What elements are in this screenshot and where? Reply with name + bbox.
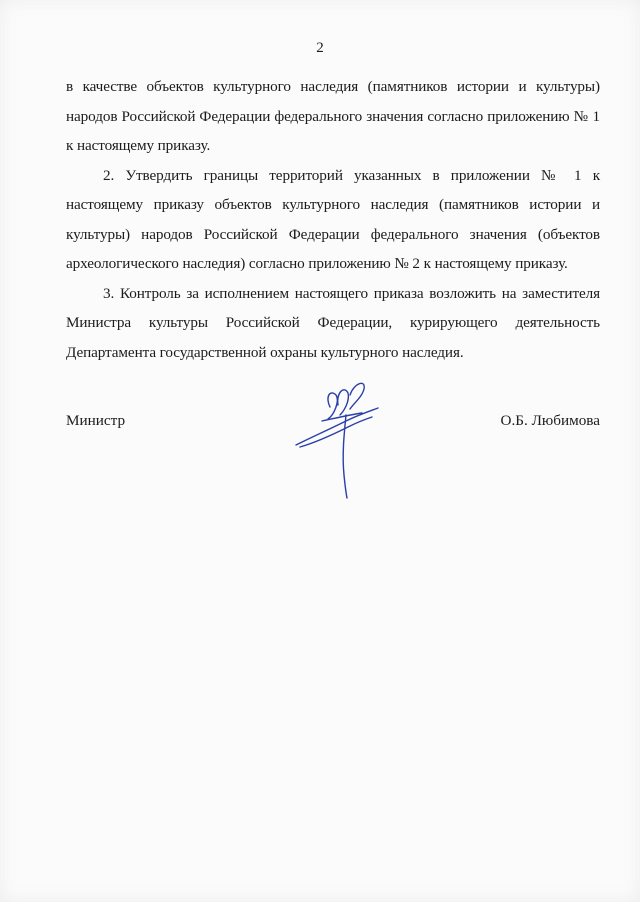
paragraph-item-3: 3. Контроль за исполнением настоящего приказа возложить на заместителя Министра культуры Российской Федерации, курирующего деятельность Департамента государственной охраны культурного наследия. [66,284,600,361]
paragraph-continuation: в качестве объектов культурного наследия (памятников истории и культуры) народов Российской Федерации федерального значения согласно приложению № 1 к настоящему приказу. [66,78,600,154]
handwritten-signature [292,375,382,500]
signer-name: О.Б. Любимова [500,412,600,429]
page-number: 2 [316,40,324,56]
signer-title: Министр [66,412,126,429]
paragraph-item-2: 2. Утвердить границы территорий указанных в приложении № 1 к настоящему приказу объектов культурного наследия (памятников истории и культуры) народов Российской Федерации федерального значения (объектов археологического наследия) согласно приложению № 2 к настоящему приказу. [66,166,600,272]
document-body [66,72,600,367]
